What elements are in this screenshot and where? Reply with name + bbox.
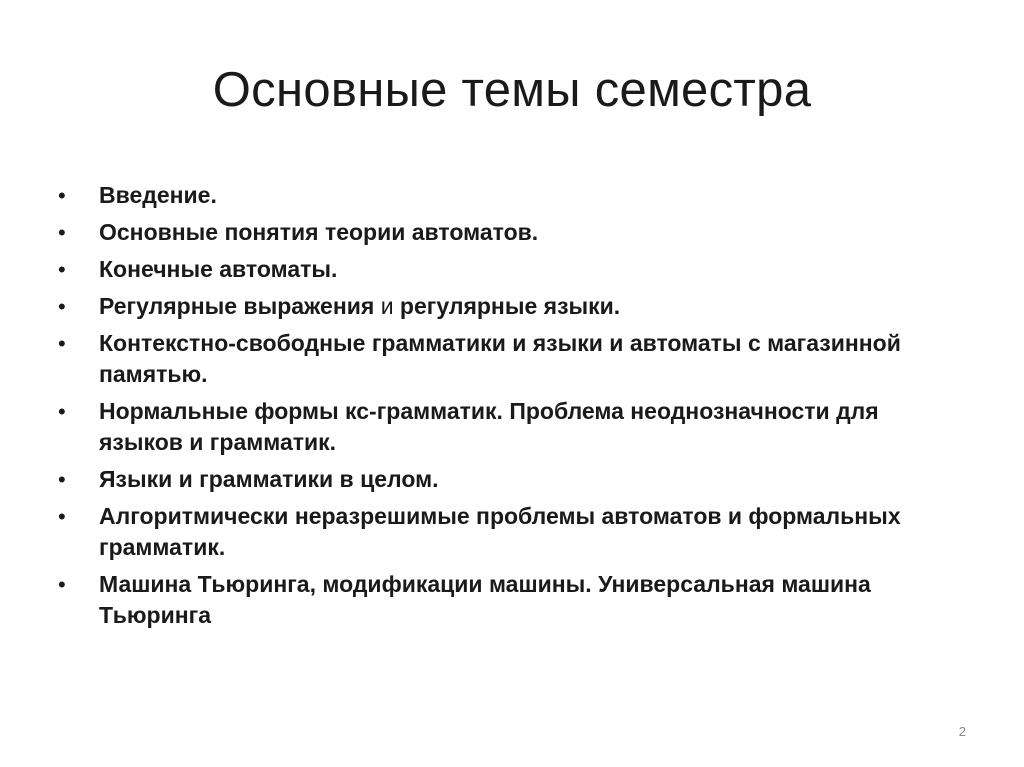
list-item (58, 396, 958, 458)
list-item (58, 217, 958, 248)
bullet-icon: • (58, 220, 66, 245)
list-item-text: Машина Тьюринга, модификации машины. Универсальная машина Тьюринга (99, 571, 871, 628)
list-item-text: Нормальные формы кс-грамматик. Проблема неоднозначности для языков и грамматик. (99, 398, 879, 455)
list-item-text: Языки и грамматики в целом. (99, 466, 439, 492)
bullet-icon: • (58, 467, 66, 492)
list-item (58, 464, 958, 495)
list-item (58, 328, 958, 390)
list-item-text-part: Регулярные выражения (99, 293, 381, 319)
list-item-text: Алгоритмически неразрешимые проблемы автоматов и формальных грамматик. (99, 503, 901, 560)
list-item-conjunction: и (380, 293, 394, 319)
topics-list (58, 180, 958, 637)
list-item-text: Конечные автоматы. (99, 256, 338, 282)
bullet-icon: • (58, 331, 66, 356)
page-number: 2 (958, 724, 966, 739)
list-item (58, 501, 958, 563)
list-item (58, 569, 958, 631)
list-item-text: Основные понятия теории автоматов. (99, 219, 539, 245)
list-item (58, 291, 958, 322)
list-item-text: Контекстно-свободные грамматики и языки и автоматы с магазинной памятью. (99, 330, 901, 387)
list-item-text: Введение. (99, 182, 217, 208)
bullet-icon: • (58, 399, 66, 424)
bullet-icon: • (58, 257, 66, 282)
bullet-icon: • (58, 572, 66, 597)
list-item-text (99, 293, 620, 319)
bullet-icon: • (58, 294, 66, 319)
slide-title: Основные темы семестра (212, 63, 812, 117)
list-item-text-part: регулярные языки. (393, 293, 621, 319)
list-item (58, 254, 958, 285)
bullet-icon: • (58, 183, 66, 208)
list-item (58, 180, 958, 211)
bullet-icon: • (58, 504, 66, 529)
